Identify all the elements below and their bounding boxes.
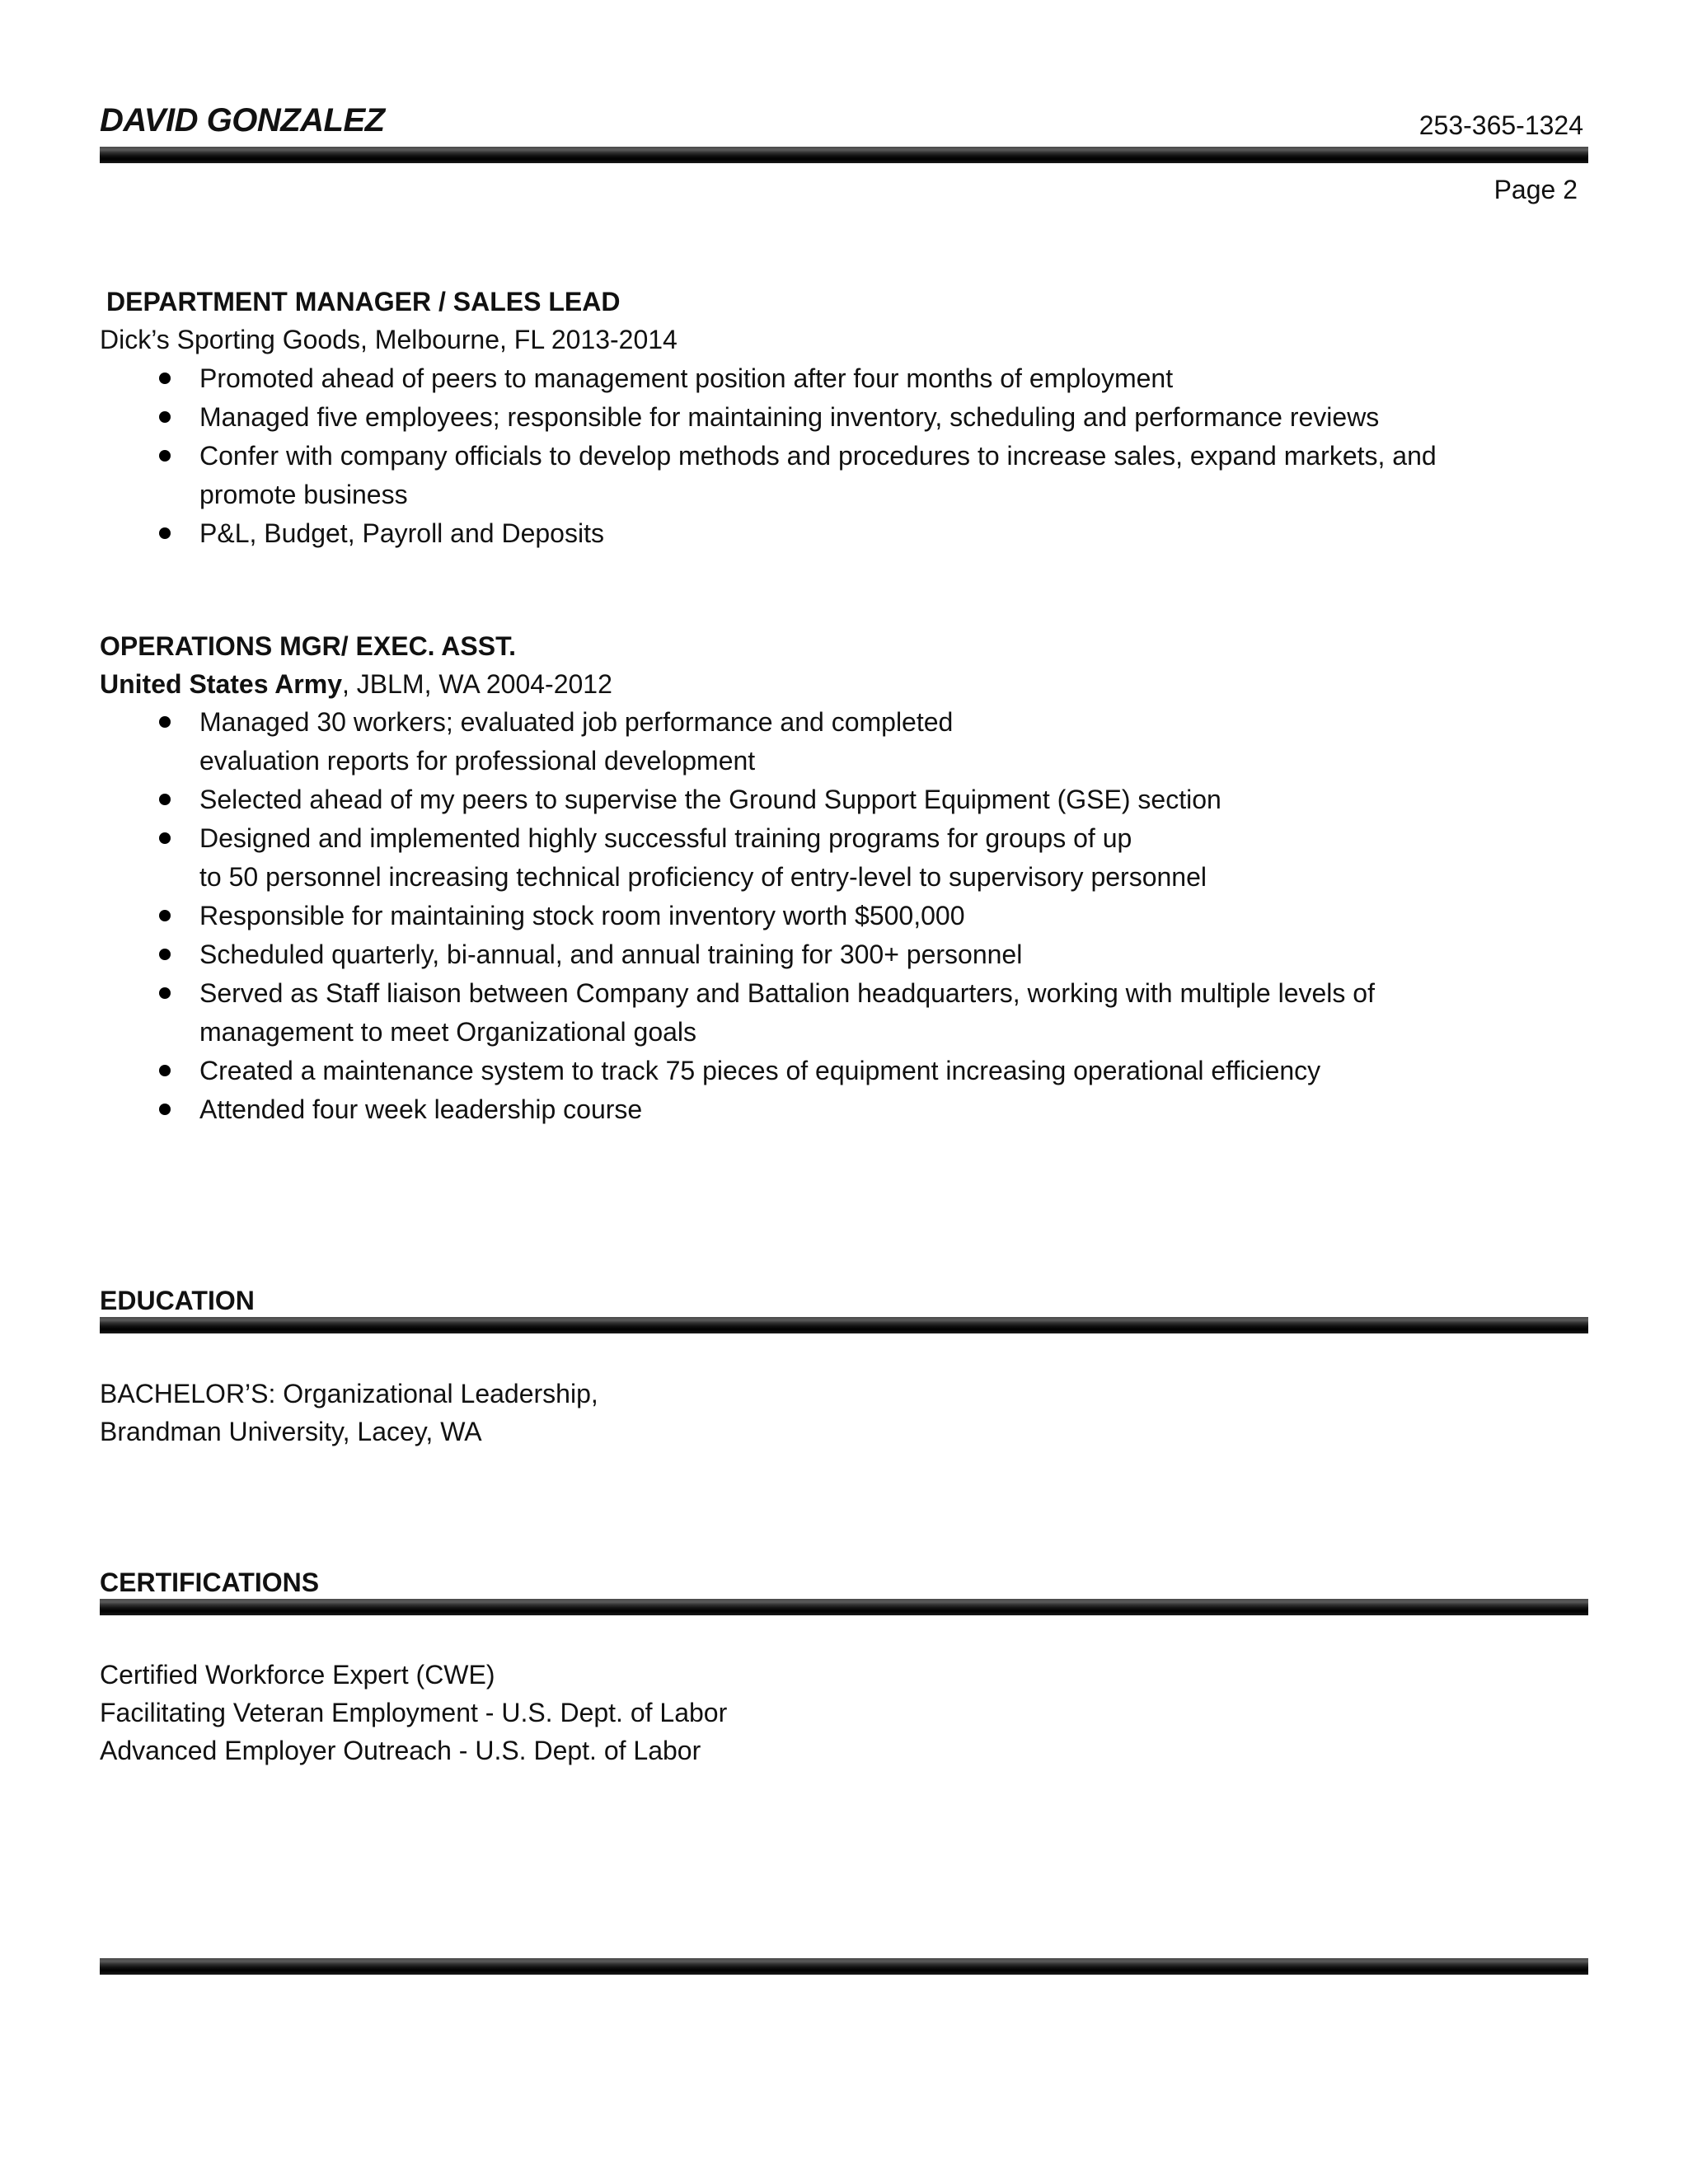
certifications-heading: CERTIFICATIONS <box>100 1568 320 1597</box>
job2-location: , JBLM, WA 2004-2012 <box>342 669 612 699</box>
education-heading: EDUCATION <box>100 1286 255 1315</box>
phone-number: 253-365-1324 <box>1418 110 1583 140</box>
bullet-text: Designed and implemented highly successful training programs for groups of up <box>199 823 1132 853</box>
bullet-dot-icon <box>159 987 171 999</box>
bullet-text: Promoted ahead of peers to management position after four months of employment <box>199 363 1174 393</box>
job2-bullet-list <box>100 703 1375 1129</box>
bullet-dot-icon <box>159 527 171 539</box>
bullet-item <box>100 359 1437 398</box>
bullet-dot-icon <box>159 949 171 960</box>
bullet-dot-icon <box>159 1104 171 1115</box>
education-school: Brandman University, Lacey, WA <box>100 1417 482 1446</box>
bullet-text: Served as Staff liaison between Company and Battalion headquarters, working with multiple levels of <box>199 978 1375 1008</box>
bullet-item <box>100 1090 1375 1129</box>
bullet-dot-icon <box>159 450 171 462</box>
job1-bullet-list <box>100 359 1437 553</box>
bullet-dot-icon <box>159 716 171 728</box>
job1-title: DEPARTMENT MANAGER / SALES LEAD <box>106 287 621 316</box>
bullet-text: Responsible for maintaining stock room inventory worth $500,000 <box>199 901 965 930</box>
bullet-item <box>100 437 1437 514</box>
bullet-dot-icon <box>159 832 171 844</box>
education-rule <box>100 1317 1588 1333</box>
bullet-dot-icon <box>159 373 171 384</box>
footer-rule <box>100 1958 1588 1975</box>
job2-company-line <box>100 665 612 704</box>
bullet-text: P&L, Budget, Payroll and Deposits <box>199 518 604 548</box>
bullet-text: to 50 personnel increasing technical proficiency of entry-level to supervisory personnel <box>199 862 1207 892</box>
certification-item: Advanced Employer Outreach - U.S. Dept. of Labor <box>100 1736 701 1765</box>
bullet-item <box>100 398 1437 437</box>
candidate-name: DAVID GONZALEZ <box>100 102 385 138</box>
header-rule <box>100 147 1588 163</box>
bullet-item <box>100 514 1437 553</box>
job2-company: United States Army <box>100 669 342 699</box>
certification-item: Certified Workforce Expert (CWE) <box>100 1660 495 1690</box>
bullet-item <box>100 1052 1375 1090</box>
page-number: Page 2 <box>1493 175 1578 204</box>
bullet-item <box>100 974 1375 1052</box>
bullet-text: Managed 30 workers; evaluated job performance and completed <box>199 707 954 737</box>
education-degree: BACHELOR’S: Organizational Leadership, <box>100 1379 598 1408</box>
bullet-text: Created a maintenance system to track 75 pieces of equipment increasing operational efficiency <box>199 1056 1321 1085</box>
bullet-text: evaluation reports for professional development <box>199 746 756 776</box>
bullet-text: management to meet Organizational goals <box>199 1017 697 1047</box>
bullet-item <box>100 935 1375 974</box>
bullet-text: Confer with company officials to develop methods and procedures to increase sales, expand markets, and <box>199 441 1437 471</box>
job2-title: OPERATIONS MGR/ EXEC. ASST. <box>100 631 516 661</box>
bullet-item <box>100 897 1375 935</box>
bullet-text: Selected ahead of my peers to supervise the Ground Support Equipment (GSE) section <box>199 785 1221 814</box>
bullet-text: Managed five employees; responsible for maintaining inventory, scheduling and performance reviews <box>199 402 1380 432</box>
bullet-dot-icon <box>159 411 171 423</box>
bullet-item <box>100 780 1375 819</box>
job1-company: Dick’s Sporting Goods, Melbourne, FL 2013-2014 <box>100 325 678 354</box>
bullet-item <box>100 703 1375 780</box>
certifications-rule <box>100 1599 1588 1615</box>
bullet-text: promote business <box>199 480 408 509</box>
bullet-dot-icon <box>159 794 171 805</box>
bullet-dot-icon <box>159 910 171 921</box>
bullet-dot-icon <box>159 1065 171 1076</box>
bullet-item <box>100 819 1375 897</box>
bullet-text: Scheduled quarterly, bi-annual, and annual training for 300+ personnel <box>199 940 1023 969</box>
certification-item: Facilitating Veteran Employment - U.S. Dept. of Labor <box>100 1698 728 1727</box>
bullet-text: Attended four week leadership course <box>199 1094 643 1124</box>
